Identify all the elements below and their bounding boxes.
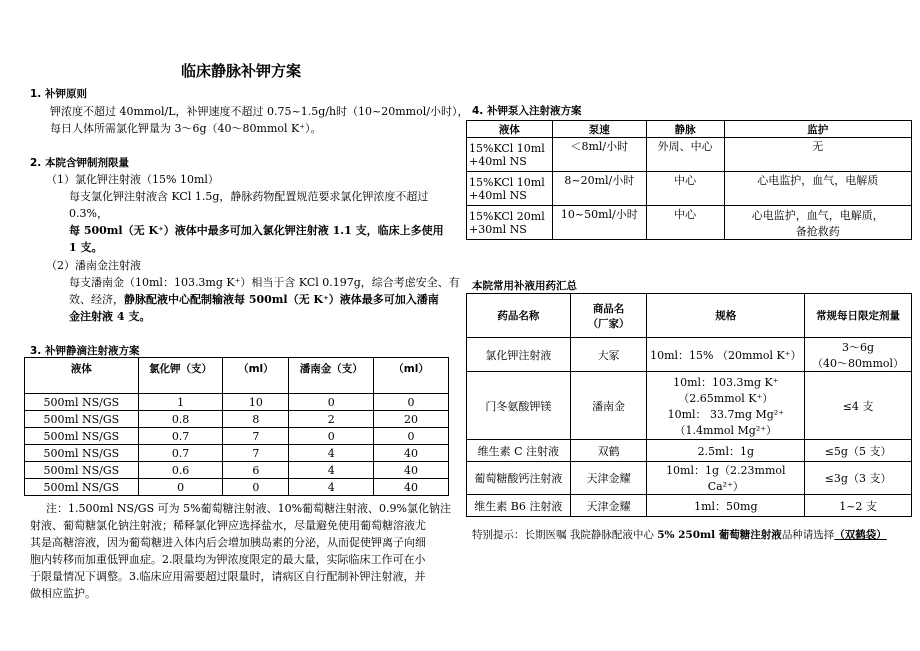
pananjin-text-line-2 xyxy=(69,291,439,308)
col-header-spec: 规格 xyxy=(647,294,805,338)
page-title: 临床静脉补钾方案 xyxy=(181,62,302,80)
cell-pananjin-ml: 20 xyxy=(374,411,449,428)
table-row xyxy=(467,495,912,517)
cell-fluid: 500ml NS/GS xyxy=(25,462,139,479)
table-row xyxy=(25,428,449,445)
cell-fluid: 500ml NS/GS xyxy=(25,479,139,496)
cell-pananjin-ml: 40 xyxy=(374,462,449,479)
cell-limit: ≤3g（3 支） xyxy=(805,462,912,495)
cell-name: 维生素 B6 注射液 xyxy=(467,495,571,517)
spec-line: （1.4mmol Mg²⁺） xyxy=(674,423,778,437)
cell-fluid xyxy=(467,138,553,172)
drug-summary-table xyxy=(466,293,912,517)
fluid-line: +30ml NS xyxy=(469,222,527,236)
col-header-kcl: 氯化钾（支） xyxy=(138,358,223,394)
tip-middle: 品种请选择 xyxy=(781,529,835,541)
cell-monitor xyxy=(724,206,911,240)
spec-line: 10ml： 33.7mg Mg²⁺ xyxy=(667,407,785,421)
cell-limit xyxy=(805,338,912,372)
brand-header-line: 商品名 xyxy=(592,302,625,315)
cell-fluid: 500ml NS/GS xyxy=(25,411,139,428)
limit-line: 3～6g xyxy=(842,340,875,354)
cell-vein: 中心 xyxy=(646,172,724,206)
table-row xyxy=(467,462,912,495)
cell-name: 维生素 C 注射液 xyxy=(467,440,571,462)
cell-name: 门冬氨酸钾镁 xyxy=(467,372,571,440)
table-row xyxy=(25,462,449,479)
col-header-limit: 常规每日限定剂量 xyxy=(805,294,912,338)
cell-pananjin: 0 xyxy=(289,428,374,445)
cell-speed: 8~20ml/小时 xyxy=(552,172,646,206)
col-header-monitor: 监护 xyxy=(724,121,911,138)
cell-pananjin: 2 xyxy=(289,411,374,428)
limit-line: （40～80mmol） xyxy=(812,356,905,370)
note-line-1: 注：1.500ml NS/GS 可为 5%葡萄糖注射液、10%葡萄糖注射液、0.9%氯化钠注 xyxy=(46,502,451,515)
col-header-fluid: 液体 xyxy=(467,121,553,138)
cell-speed: ＜8ml/小时 xyxy=(552,138,646,172)
table-row xyxy=(467,172,912,206)
note-line-2: 射液、葡萄糖氯化钠注射液；稀释氯化钾应选择盐水，尽量避免使用葡萄糖溶液尤 xyxy=(30,519,426,532)
cell-kcl-ml: 6 xyxy=(223,462,289,479)
cell-pananjin: 0 xyxy=(289,394,374,411)
col-header-name: 药品名称 xyxy=(467,294,571,338)
cell-name: 氯化钾注射液 xyxy=(467,338,571,372)
cell-pananjin: 4 xyxy=(289,445,374,462)
cell-monitor: 无 xyxy=(724,138,911,172)
iv-drip-table xyxy=(24,357,449,496)
cell-kcl: 0.6 xyxy=(138,462,223,479)
pananjin-text-line-1: 每支潘南金（10ml：103.3mg K⁺）相当于含 KCl 0.197g，综合考虑安全、有 xyxy=(69,276,460,289)
cell-fluid: 500ml NS/GS xyxy=(25,445,139,462)
pananjin-limit-bold: 静脉配液中心配制输液每 500ml（无 K⁺）液体最多可加入潘南 xyxy=(124,293,439,306)
cell-kcl-ml: 8 xyxy=(223,411,289,428)
cell-fluid xyxy=(467,172,553,206)
note-line-6: 做相应监护。 xyxy=(30,587,96,600)
fluid-line: 15%KCl 20ml xyxy=(469,209,545,223)
cell-monitor: 心电监护，血气，电解质 xyxy=(724,172,911,206)
kcl-text-line-1: 每支氯化钾注射液含 KCl 1.5g，静脉药物配置规范要求氯化钾浓度不超过 xyxy=(69,190,429,203)
pananjin-limit-line-2: 金注射液 4 支。 xyxy=(69,310,151,323)
cell-pananjin: 4 xyxy=(289,462,374,479)
table-row xyxy=(25,445,449,462)
tip-bold: 5% 250ml 葡萄糖注射液 xyxy=(657,529,782,541)
col-header-vein: 静脉 xyxy=(646,121,724,138)
cell-kcl-ml: 0 xyxy=(223,479,289,496)
cell-pananjin-ml: 0 xyxy=(374,428,449,445)
table-row xyxy=(467,206,912,240)
table-row xyxy=(25,411,449,428)
cell-brand: 大冢 xyxy=(570,338,647,372)
table-row xyxy=(25,394,449,411)
section-3-heading: 3. 补钾静滴注射液方案 xyxy=(30,345,140,357)
cell-spec: 1ml：50mg xyxy=(647,495,805,517)
cell-fluid: 500ml NS/GS xyxy=(25,394,139,411)
monitor-line: 备抢救药 xyxy=(795,224,840,238)
cell-brand: 潘南金 xyxy=(570,372,647,440)
table-row xyxy=(467,372,912,440)
cell-limit: ≤5g（5 支） xyxy=(805,440,912,462)
cell-limit: ≤4 支 xyxy=(805,372,912,440)
tip-prefix: 特别提示：长期医嘱 我院静脉配液中心 xyxy=(472,529,658,541)
table-row xyxy=(467,338,912,372)
table-row xyxy=(467,440,912,462)
pananjin-text-plain: 效、经济， xyxy=(69,293,124,306)
cell-pananjin-ml: 40 xyxy=(374,479,449,496)
cell-kcl: 0.8 xyxy=(138,411,223,428)
col-header-fluid: 液体 xyxy=(25,358,139,394)
cell-pananjin-ml: 40 xyxy=(374,445,449,462)
fluid-line: +40ml NS xyxy=(469,154,527,168)
kcl-limit-line-2: 1 支。 xyxy=(69,241,103,254)
cell-kcl: 0.7 xyxy=(138,428,223,445)
tip-underline: （双鹤袋） xyxy=(834,529,887,541)
pananjin-subheading: （2）潘南金注射液 xyxy=(46,259,141,272)
cell-spec: 2.5ml：1g xyxy=(647,440,805,462)
cell-limit: 1~2 支 xyxy=(805,495,912,517)
cell-fluid: 500ml NS/GS xyxy=(25,428,139,445)
section-4-heading: 4. 补钾泵入注射液方案 xyxy=(472,105,582,117)
monitor-line: 心电监护，血气，电解质， xyxy=(751,208,884,222)
cell-brand: 天津金耀 xyxy=(570,462,647,495)
section-1-heading: 1. 补钾原则 xyxy=(30,88,87,100)
col-header-pananjin: 潘南金（支） xyxy=(289,358,374,394)
cell-brand: 双鹤 xyxy=(570,440,647,462)
kcl-text-line-2: 0.3%， xyxy=(69,207,108,220)
cell-pananjin: 4 xyxy=(289,479,374,496)
cell-kcl: 0.7 xyxy=(138,445,223,462)
brand-header-line: （厂家） xyxy=(587,317,630,330)
note-line-5: 于限量情况下调整。3.临床应用需要超过限量时，请病区自行配制补钾注射液，并 xyxy=(30,570,426,583)
cell-kcl: 0 xyxy=(138,479,223,496)
cell-kcl-ml: 7 xyxy=(223,428,289,445)
cell-brand: 天津金耀 xyxy=(570,495,647,517)
cell-spec: 10ml：15% （20mmol K⁺） xyxy=(647,338,805,372)
cell-kcl-ml: 7 xyxy=(223,445,289,462)
cell-speed: 10~50ml/小时 xyxy=(552,206,646,240)
pump-table xyxy=(466,120,912,240)
spec-line: （2.65mmol K⁺） xyxy=(678,391,774,405)
kcl-limit-line-1: 每 500ml（无 K⁺）液体中最多可加入氯化钾注射液 1.1 支，临床上多使用 xyxy=(69,224,444,237)
section-2-heading: 2. 本院含钾制剂限量 xyxy=(30,157,129,169)
table-row xyxy=(467,138,912,172)
col-header-kcl-ml: （ml） xyxy=(223,358,289,394)
section-1-line-1: 钾浓度不超过 40mmol/L，补钾速度不超过 0.75~1.5g/h时（10~20mmol/小时）， xyxy=(50,105,469,118)
cell-fluid xyxy=(467,206,553,240)
spec-line: 10ml：103.3mg K⁺ xyxy=(673,375,779,389)
section-1-line-2: 每日人体所需氯化钾量为 3～6g（40～80mmol K⁺）。 xyxy=(50,122,322,135)
cell-kcl-ml: 10 xyxy=(223,394,289,411)
table-row xyxy=(25,479,449,496)
col-header-brand xyxy=(570,294,647,338)
kcl-subheading: （1）氯化钾注射液（15% 10ml） xyxy=(46,173,219,186)
cell-name: 葡萄糖酸钙注射液 xyxy=(467,462,571,495)
special-tip xyxy=(472,527,887,544)
fluid-line: 15%KCl 10ml xyxy=(469,141,545,155)
fluid-line: +40ml NS xyxy=(469,188,527,202)
note-line-4: 胞内转移而加重低钾血症。2.限量均为钾浓度限定的最大量，实际临床工作可在小 xyxy=(30,553,426,566)
cell-kcl: 1 xyxy=(138,394,223,411)
cell-vein: 中心 xyxy=(646,206,724,240)
note-line-3: 其是高糖溶液，因为葡萄糖进入体内后会增加胰岛素的分泌，从而促使钾离子向细 xyxy=(30,536,426,549)
fluid-line: 15%KCl 10ml xyxy=(469,175,545,189)
col-header-speed: 泵速 xyxy=(552,121,646,138)
cell-pananjin-ml: 0 xyxy=(374,394,449,411)
section-5-heading: 本院常用补液用药汇总 xyxy=(472,280,577,292)
col-header-pananjin-ml: （ml） xyxy=(374,358,449,394)
cell-spec xyxy=(647,372,805,440)
cell-spec: 10ml：1g（2.23mmol Ca²⁺） xyxy=(647,462,805,495)
cell-vein: 外周、中心 xyxy=(646,138,724,172)
